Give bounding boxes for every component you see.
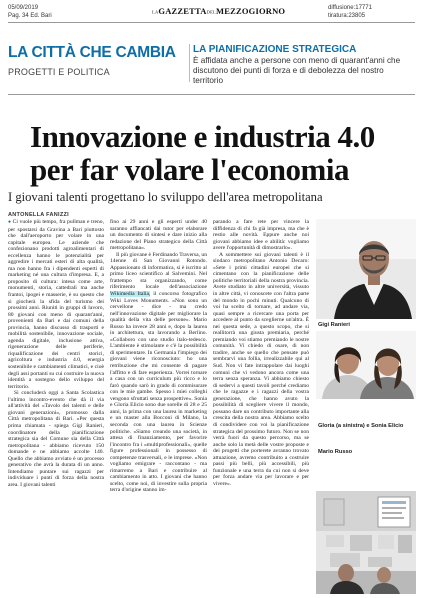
sidebar-title: LA PIANIFICAZIONE STRATEGICA — [193, 44, 357, 55]
masthead-pre: LA — [152, 9, 159, 15]
clip-meta-left — [8, 5, 52, 20]
headline-line-2: per far volare l'economia — [30, 152, 349, 187]
clip-page-edition: Pag. 34 Ed. Bari — [8, 12, 52, 19]
col1-paragraph: Si concluderà oggi a Santa Scolastica l'ultimo incontro-evento che dà il via all'attività del «Tavolo dei talenti e delle giovani generazioni», promosso dalla Città metropolitana di Bari. «Per questa prima chiamata - spiega Gigi Ranieri, coordinatore della pianificazione strategica sia del Comune sia della Città metropolitana - abbiamo ricevuto 150 domande e ne abbiamo accolte 140. Quello che abbiamo avviato è un processo generativo che avrà la durata di un anno. Intendiamo puntare sui ragazzi per individuare i punti di forza della nostra area. I giovani talenti — [8, 390, 104, 488]
mid-rule — [8, 94, 415, 95]
clip-date: 05/09/2019 — [8, 5, 39, 11]
clip-meta-right — [328, 5, 372, 20]
deck: I giovani talenti progettano lo sviluppo dell'area metropolitana — [8, 190, 323, 204]
top-rule — [8, 22, 415, 23]
col3-paragraph: parando a fare rete per vincere la diffidenza di chi fa già impresa, ma che è restio alle novità. Eppure anche noi giovani abbiamo idee e abilità: vogliamo avere l'opportunità di dimostrarlo». — [213, 219, 309, 252]
portrait-man-image — [316, 219, 416, 319]
col2-paragraph: Il più giovane è Ferdinando Traversa, un 14enne di San Giovanni Rotondo. Appassionato di informatica, si è iscritto al primo liceo scientifico al Salvemini. Nel frattempo sta organizzando, come riferimento locale dell'associazione Wikimedia Italia, il concorso fotografico Wiki Loves Monuments. «Non sono un cervellone - dice - ma credo nell'innovazione digitale per migliorare la qualità della vita delle persone». Mario Russo ha invece 28 anni e, dopo la laurea in architettura, sta lavorando a Berlino. «Collaboro con uno studio italo-tedesco. L'ambiente è stimolante e c'è la possibilità di sperimentare. In Germania l'impiego dei giovani viene riconosciuto: ho una retribuzione che mi consente di pagare l'affitto e di fare esperienza. Vorrei tornare a casa con un curriculum più ricco e lo farò quando sarò in grado di commisurare con le mie gambe. Spesso i miei colleghi vengono sfruttati senza prospettive». Sonia e Gloria Elicio sono due sorelle di 28 e 25 anni, la prima con una laurea in marketing e un master alla Bocconi di Milano, la seconda con una laurea in Scienze politiche. «Siamo creando una società, in attesa di finanziamento, per favorire l'incontro fra i «multiprofessionali», quelle figure professionali in possesso di competenze trasversali, e le imprese. «Non vogliamo emigrare - raccontano - ma rimarremo a Bari e contribuire al cambiamento in atto. I giovani che hanno scelto, come noi, di investire sulla propria terra d'origine stanno im- — [110, 251, 207, 494]
caption-photo-3: Mario Russo — [318, 449, 353, 455]
portrait-women-image — [316, 331, 416, 399]
photo-mario-russo — [316, 491, 416, 594]
col3-paragraph: A sommettere sui giovani talenti è il sindaco metropolitano Antonio Decaro: «Sete i primi cittadini europei che si cimentano con la pianificazione delle politiche territoriali della nostra provincia. Avete studiato in altre università, vissuto in altre città, vi conoscete con l'altra parte del mondo in pochi minuti. Qualcuno di voi ha scelto di tornare, ad andare via, quasi sempre a ricercare una porta per accedere al punto da sceglierne un'altra. È nei questa sede, a questo scopo, che si reallitorrà una giusta premiaria, perché premiando voi stiamo premiando le nostre comunità. Vi chiedo di osare, di non tradire, anche se quello che pensate può sembrarvi una follia, irrealizzabile qui al Sud. Non vi fate intrappolare dai luoghi comuni che vi vedono ancora come una terra senza speranza. Vi abbiamo chiesto di sedervi a questi tavoli perché crediamo che le ragazze e i ragazzi della vostra generazione, che hanno avuto la possibilità di scegliere vivere il mondo, possano dare un contributo importante alla crescita della nostra area. Abbiamo scelto di condividere con voi la pianificazione strategica del prossimo futuro. Non se non verrà fuori da questo percorso, ma se anche solo la metà delle vostre proposte e dei progetti che porterete avranno trovato attuazione, avremo contribuito a costruire passi più belli, più accessibili, più funzionale e una terra da cui non si deve per forza andare via per lavorare e per vivere». — [213, 251, 309, 487]
headline-line-1: Innovazione e industria 4.0 — [30, 119, 375, 154]
masthead-mid: DEL — [206, 9, 216, 15]
clip-diffusione: diffusione:17771 — [328, 5, 372, 11]
photo-elicio-sisters — [316, 331, 416, 399]
byline: ANTONELLA FANIZZI — [8, 212, 70, 218]
section-kicker: LA CITTÀ CHE CAMBIA — [8, 44, 176, 61]
masthead-main: GAZZETTA — [158, 6, 207, 16]
kicker-divider — [189, 44, 190, 82]
meeting-scene-image — [316, 491, 416, 594]
highlighted-text: Wikimedia Italia, — [110, 291, 151, 298]
bullet-icon: ● — [8, 220, 13, 225]
caption-photo-1: Gigi Ranieri — [318, 322, 350, 328]
headline — [30, 120, 410, 186]
masthead — [152, 6, 285, 16]
photo-gigi-ranieri — [316, 219, 416, 319]
article-column-3 — [213, 219, 309, 594]
article-column-2 — [110, 219, 207, 594]
caption-photo-2: Gloria (a sinistra) e Sonia Elicio — [318, 423, 404, 429]
clip-tiratura: tiratura:23805 — [328, 12, 366, 19]
section-subkicker: PROGETTI E POLITICA — [8, 67, 110, 77]
col2-paragraph: fino ai 29 anni e gli esperti under 40 saranno affiancati dai tutor per elaborare un documento di sintesi e dare inizio alla redazione del Piano strategico della Città metropolitana». — [110, 219, 207, 252]
article-column-1 — [8, 219, 104, 594]
masthead-end: MEZZOGIORNO — [215, 6, 286, 16]
col1-paragraph: ● Ci vuole più tempo, fra pullman e treno, per spostarsi da Gravina a Bari piuttosto che dall'aeroporto per volare in una capitale europea. Le aziende che confezionano prodotti agroalimentari di eccellenza hanno le potenzialità per aggredire i mercati esteri di alta qualità, ma non hanno fra i dipendenti esperti di marketing né una cultura d'impresa. E, a proposito di cultura: intesa come arte, monumenti, storia, cattedrali ma anche frantoi, ipogei e masserie, è su questo che si giocherà la sfida del turismo dei prossimi anni. Riuniti in gruppi di lavoro, 80 giovani con meno di quarant'anni, provenienti da Bari e dai comuni della provincia, hanno discusso di trasporti e mobilità sostenibile, innovazione sociale, agenda digitale, inclusione attiva, rigenerazione delle periferie, riqualificazione dei centri storici, agricoltura e industria 4.0, energia sostenibile e cambiamenti climatici, e cioè degli assi portanti su cui costruire la nuova identità a sostegno dello sviluppo del territorio. — [8, 219, 104, 390]
sidebar-body: È affidata anche a persone con meno di quarant'anni che discutono dei punti di forza e di debolezza del nostro territorio — [193, 56, 401, 85]
